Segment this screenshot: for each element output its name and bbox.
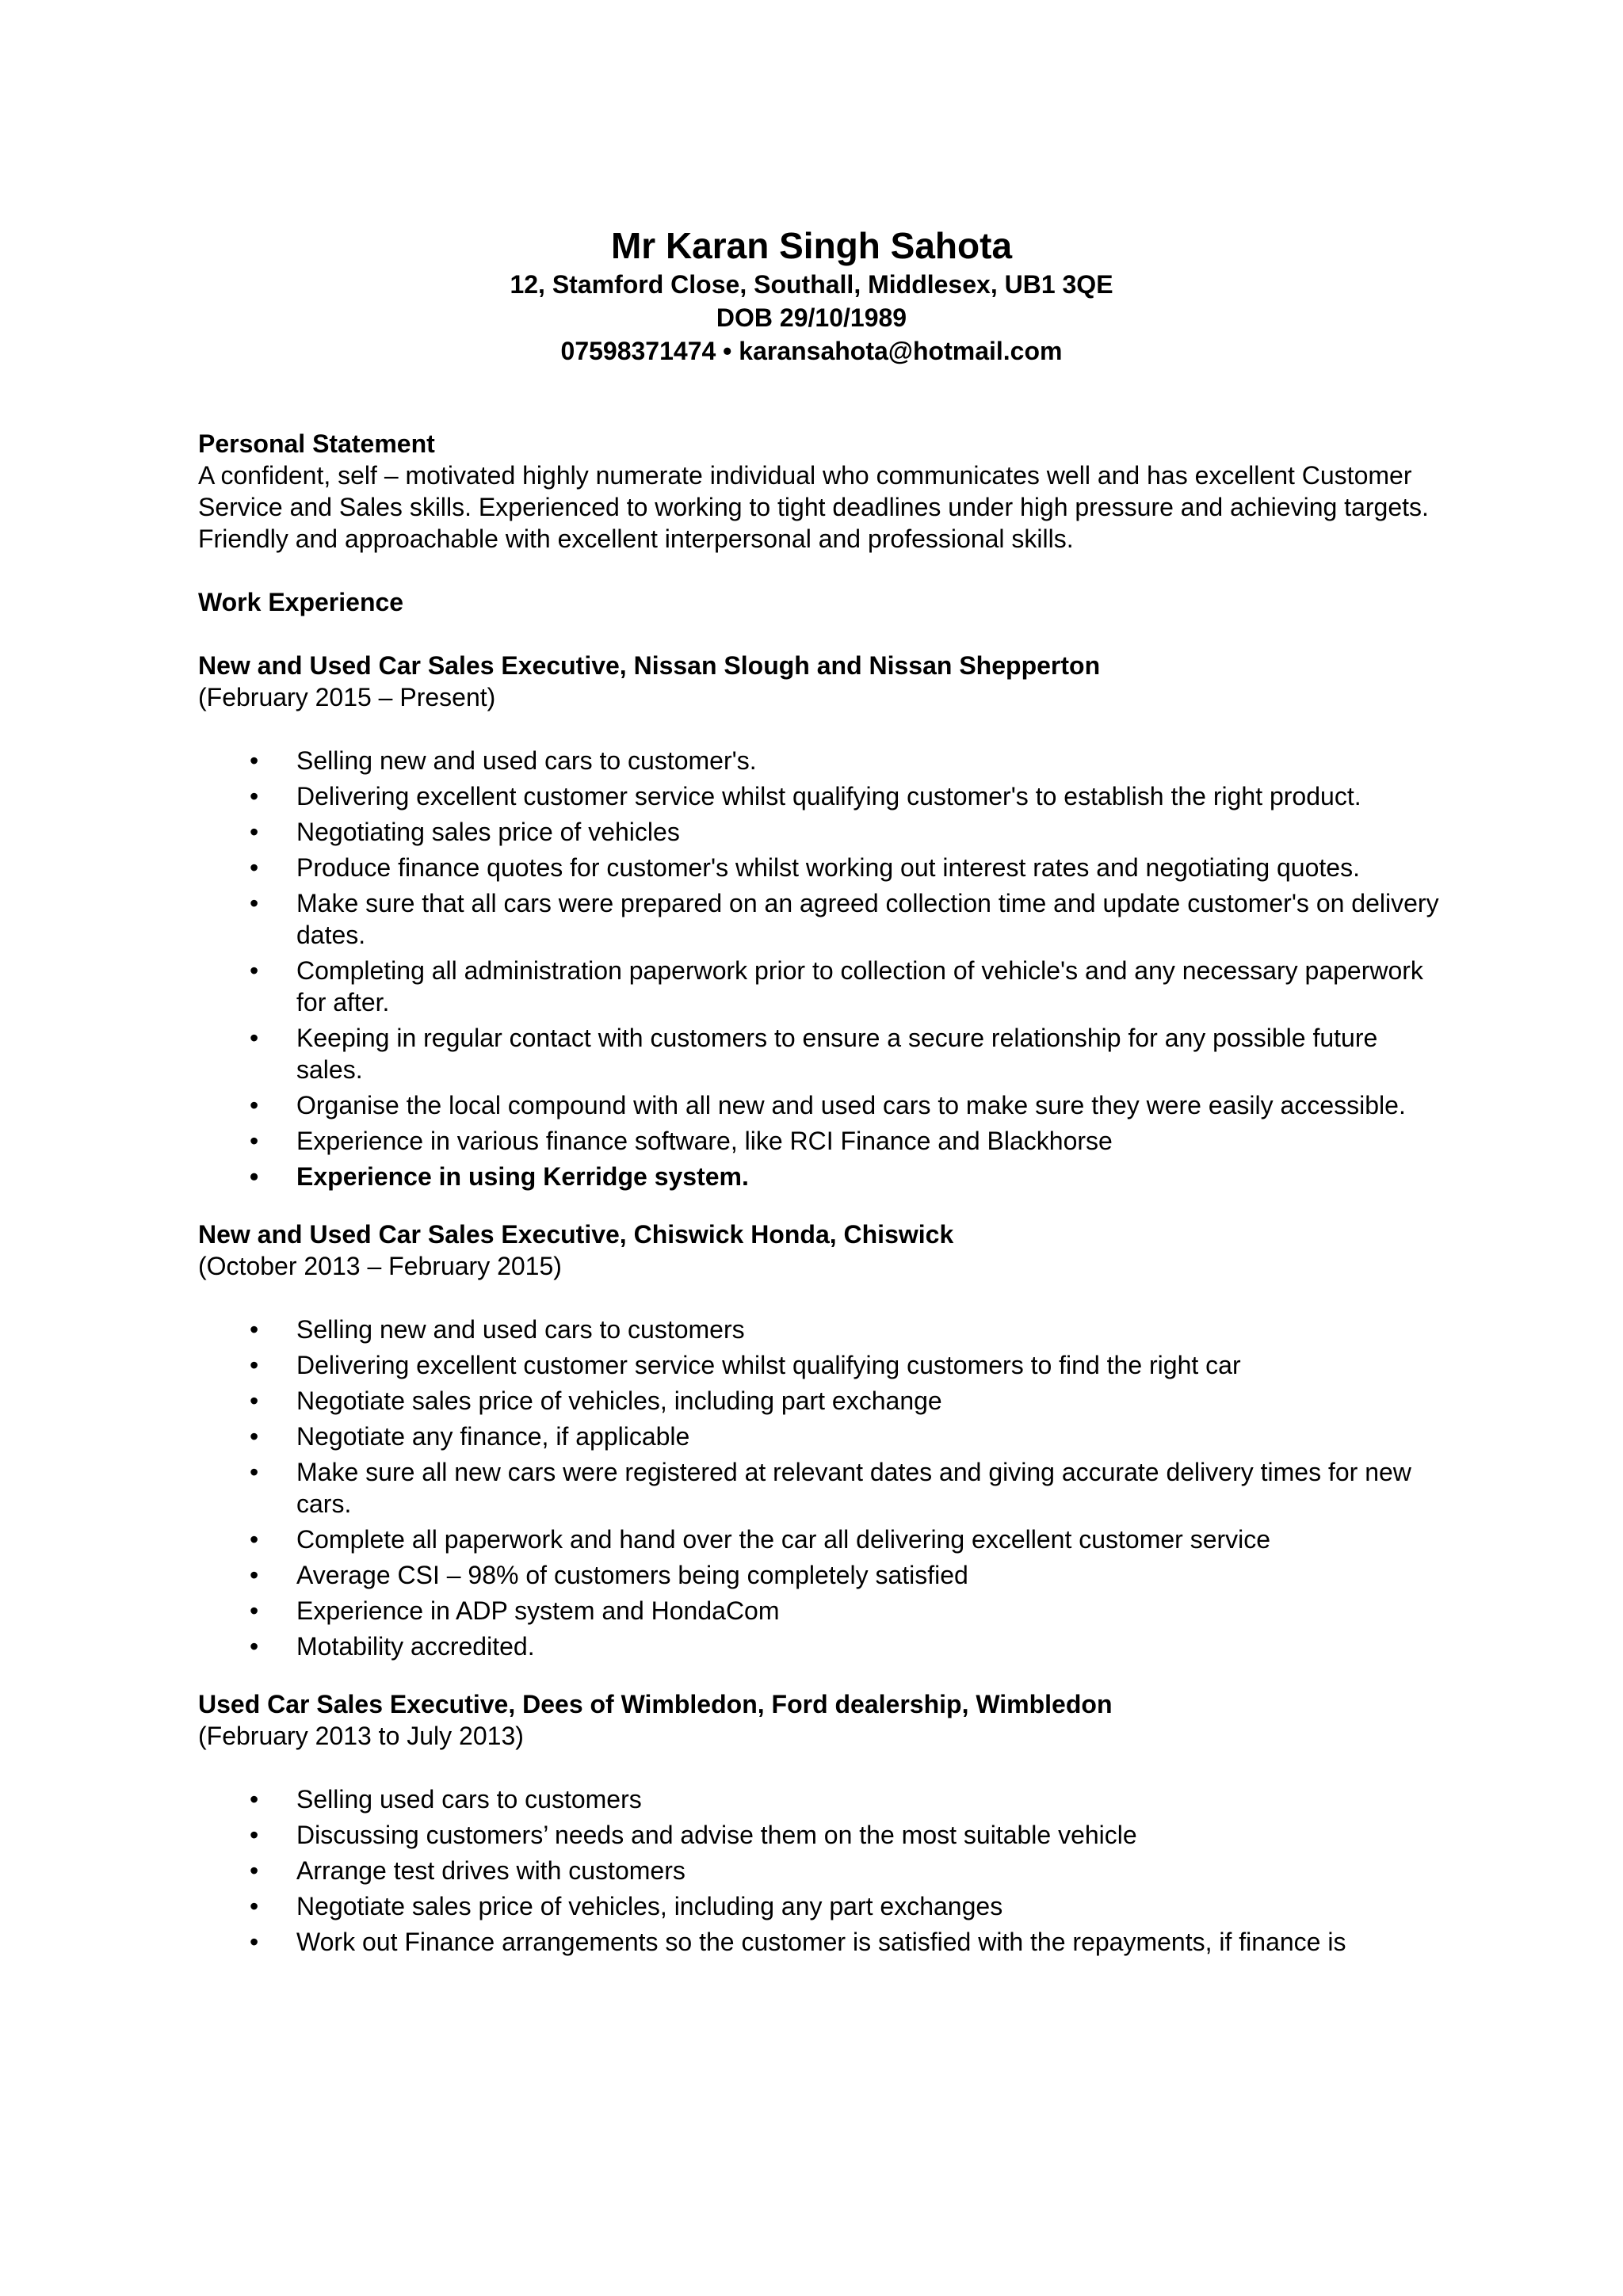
list-item (198, 1559, 1450, 1591)
bullet-icon: • (250, 1856, 259, 1885)
duty-text: Experience in using Kerridge system. (296, 1162, 749, 1191)
list-item (198, 887, 1450, 951)
bullet-icon: • (250, 1127, 259, 1155)
duty-text: Completing all administration paperwork prior to collection of vehicle's and any necessary paperwork for after. (296, 956, 1423, 1016)
list-item (198, 1022, 1450, 1085)
list-item (198, 852, 1450, 883)
duty-text: Keeping in regular contact with customers to ensure a secure relationship for any possible future sales. (296, 1024, 1378, 1084)
duty-text: Make sure that all cars were prepared on an agreed collection time and update customer's on delivery dates. (296, 889, 1439, 949)
duty-text: Selling new and used cars to customers (296, 1315, 745, 1344)
bullet-icon: • (250, 889, 259, 917)
duty-text: Average CSI – 98% of customers being completely satisfied (296, 1561, 968, 1589)
duty-text: Selling used cars to customers (296, 1785, 642, 1814)
duty-text: Complete all paperwork and hand over the car all delivering excellent customer service (296, 1525, 1271, 1554)
duty-text: Negotiating sales price of vehicles (296, 818, 680, 846)
bullet-icon: • (250, 1162, 259, 1191)
bullet-icon: • (250, 782, 259, 810)
job-duties-list (198, 745, 1450, 1192)
job-duties-list (198, 1314, 1450, 1662)
bullet-icon: • (250, 1596, 259, 1625)
candidate-address: 12, Stamford Close, Southall, Middlesex, UB1 3QE (510, 270, 1113, 299)
duty-text: Work out Finance arrangements so the customer is satisfied with the repayments, if finance is (296, 1928, 1346, 1956)
bullet-icon: • (250, 1525, 259, 1554)
duty-text: Organise the local compound with all new and used cars to make sure they were easily accessible. (296, 1091, 1406, 1119)
list-item (198, 1890, 1450, 1922)
list-item (198, 1349, 1450, 1381)
duty-text: Selling new and used cars to customer's. (296, 746, 757, 775)
cv-body (198, 428, 1450, 1962)
list-item (198, 1855, 1450, 1886)
personal-statement-title: Personal Statement (198, 429, 435, 458)
duty-text: Experience in ADP system and HondaCom (296, 1596, 780, 1625)
duty-text: Negotiate any finance, if applicable (296, 1422, 690, 1451)
list-item (198, 955, 1450, 1018)
list-item (198, 780, 1450, 812)
job-entry (198, 650, 1450, 1192)
bullet-icon: • (250, 956, 259, 985)
duty-text: Delivering excellent customer service whilst qualifying customers to find the right car (296, 1351, 1241, 1379)
duty-text: Arrange test drives with customers (296, 1856, 685, 1885)
candidate-name: Mr Karan Singh Sahota (610, 225, 1013, 266)
job-title: Used Car Sales Executive, Dees of Wimbledon, Ford dealership, Wimbledon (198, 1690, 1113, 1718)
job-title: New and Used Car Sales Executive, Nissan Slough and Nissan Shepperton (198, 651, 1101, 680)
duty-text: Produce finance quotes for customer's whilst working out interest rates and negotiating quotes. (296, 853, 1360, 882)
bullet-icon: • (250, 1024, 259, 1052)
job-entry (198, 1219, 1450, 1662)
candidate-dob: DOB 29/10/1989 (716, 303, 907, 332)
bullet-icon: • (250, 853, 259, 882)
work-experience-section (198, 586, 1450, 1958)
bullet-icon: • (250, 1928, 259, 1956)
bullet-icon: • (250, 1821, 259, 1849)
duty-text: Motability accredited. (296, 1632, 535, 1661)
bullet-icon: • (250, 1892, 259, 1920)
cv-header (0, 223, 1623, 368)
job-duties-list (198, 1783, 1450, 1958)
bullet-icon: • (250, 1386, 259, 1415)
list-item (198, 1161, 1450, 1192)
bullet-icon: • (250, 1315, 259, 1344)
list-item (198, 1926, 1450, 1958)
list-item (198, 1524, 1450, 1555)
job-entry (198, 1688, 1450, 1958)
list-item (198, 1385, 1450, 1417)
bullet-icon: • (250, 1561, 259, 1589)
work-experience-title: Work Experience (198, 588, 404, 616)
personal-statement-section (198, 428, 1450, 555)
list-item (198, 1783, 1450, 1815)
bullet-icon: • (250, 1091, 259, 1119)
job-dates: (February 2013 to July 2013) (198, 1722, 524, 1750)
bullet-icon: • (250, 1351, 259, 1379)
job-dates: (February 2015 – Present) (198, 683, 496, 711)
bullet-icon: • (250, 818, 259, 846)
bullet-icon: • (250, 1632, 259, 1661)
bullet-icon: • (250, 1785, 259, 1814)
list-item (198, 1089, 1450, 1121)
duty-text: Experience in various finance software, like RCI Finance and Blackhorse (296, 1127, 1113, 1155)
duty-text: Negotiate sales price of vehicles, including part exchange (296, 1386, 942, 1415)
job-dates: (October 2013 – February 2015) (198, 1252, 562, 1280)
duty-text: Discussing customers’ needs and advise them on the most suitable vehicle (296, 1821, 1137, 1849)
bullet-icon: • (250, 746, 259, 775)
list-item (198, 1595, 1450, 1627)
bullet-icon: • (250, 1458, 259, 1486)
duty-text: Delivering excellent customer service whilst qualifying customer's to establish the right product. (296, 782, 1361, 810)
list-item (198, 1630, 1450, 1662)
list-item (198, 1456, 1450, 1520)
list-item (198, 745, 1450, 776)
job-title: New and Used Car Sales Executive, Chiswick Honda, Chiswick (198, 1220, 954, 1249)
personal-statement-paragraph: A confident, self – motivated highly numerate individual who communicates well and has excellent Customer Service and Sales skills. Experienced to working to tight deadlines under high pressure and achieving targets. (198, 461, 1429, 521)
list-item (198, 1125, 1450, 1157)
personal-statement-paragraph: Friendly and approachable with excellent interpersonal and professional skills. (198, 524, 1074, 553)
list-item (198, 816, 1450, 848)
candidate-contact: 07598371474 • karansahota@hotmail.com (560, 337, 1063, 365)
duty-text: Make sure all new cars were registered at relevant dates and giving accurate delivery times for new cars. (296, 1458, 1411, 1518)
list-item (198, 1421, 1450, 1452)
bullet-icon: • (250, 1422, 259, 1451)
list-item (198, 1819, 1450, 1851)
duty-text: Negotiate sales price of vehicles, including any part exchanges (296, 1892, 1003, 1920)
list-item (198, 1314, 1450, 1345)
